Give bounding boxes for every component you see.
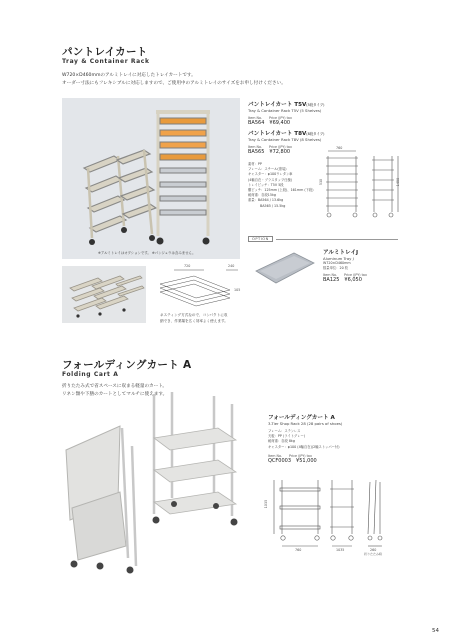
dimension-width: 760 xyxy=(295,548,302,552)
dimension-height: 1450 xyxy=(396,177,401,187)
price-column-header: Price (JPY) tax xyxy=(289,453,312,458)
price-column-header: Price (JPY) tax xyxy=(269,116,292,120)
product-subtitle: Tray & Container Rack T5V (5 Shelves) xyxy=(248,108,322,113)
open-cart-image xyxy=(148,388,244,528)
description-line: リネン類や下膳のカートとしてマルチに使えます。 xyxy=(62,391,168,397)
section-title: パントレイカート xyxy=(62,46,148,58)
folded-cart-illustration xyxy=(60,388,144,576)
spec-line: 重量：BA564 / 13.6kg xyxy=(248,198,284,203)
product-name xyxy=(248,129,325,137)
spec-line: フレーム：スチール(塗装) xyxy=(248,167,287,172)
dimension-height: 1035 xyxy=(264,499,269,509)
item-no-header: Item No. xyxy=(248,116,263,120)
section-title: フォールディングカート A xyxy=(62,359,192,371)
product-t8v xyxy=(248,129,325,155)
option-code: BA125 xyxy=(323,277,340,284)
spec-line: キャスター：φ100 (4輪自在)(2輪ストッパー付) xyxy=(268,444,340,449)
product-name xyxy=(248,100,325,108)
spec-line: 素材：PP xyxy=(248,162,262,166)
option-product xyxy=(323,248,367,283)
spec-line: (4輪自在・ブラスタップ仕様) xyxy=(248,177,293,182)
dimension-width: 760 xyxy=(336,146,343,150)
dimension-folded: 260 xyxy=(370,548,377,552)
price-row xyxy=(323,277,367,283)
aluminum-tray-illustration xyxy=(250,245,318,287)
page-number: 54 xyxy=(432,628,439,634)
tray-cart-drawing xyxy=(318,146,402,224)
technical-drawing-tray-cart xyxy=(318,146,402,224)
tray-carts-illustration xyxy=(62,98,240,259)
product-subtitle: 3-Tier Shop Rack 28 (28 pairs of shoes) xyxy=(268,421,343,426)
folded-cart-image xyxy=(60,388,144,576)
nesting-dim-side: 105 xyxy=(234,288,241,292)
product-code: QCF0003 xyxy=(268,457,292,464)
nested-carts-illustration xyxy=(62,266,146,323)
product-code: BA565 xyxy=(248,149,265,155)
spec-line: 耐荷重：各段 8kg xyxy=(268,439,295,444)
spec-line: 耐荷重：各段15kg xyxy=(248,193,276,198)
description-line: オーダー寸法にもフレキシブルに対応しますので、ご使用中のアルミトレイのサイズをお申し付けください。 xyxy=(62,80,286,86)
product-price: ¥72,800 xyxy=(269,149,291,155)
caption-line: ネスティング方式なので、コンパクトに収 xyxy=(160,313,228,317)
description-line: 折りたたみ式で省スペースに収まる軽量のカート。 xyxy=(62,384,168,389)
spec-line: キャスター：φ100ウレタン車 xyxy=(248,172,293,177)
dimension-depth: 1035 xyxy=(336,548,345,552)
product-name-text: パントレイカート T5V xyxy=(248,102,307,108)
spec-line: 棚ピッチ：125mm (上段)、161mm (下段) xyxy=(248,188,314,193)
section-subtitle: Tray & Container Rack xyxy=(62,58,150,65)
item-no-header: Item No. xyxy=(323,273,338,278)
product-name: フォールディングカート A xyxy=(268,415,335,421)
description-line: W720×D460mmのアルミトレイに対応したトレイカートです。 xyxy=(62,73,196,78)
dimension-depth: 530 xyxy=(319,178,324,186)
technical-drawing-folding-cart xyxy=(264,472,398,556)
price-row xyxy=(248,149,325,155)
product-name-note: (5段タイプ) xyxy=(306,103,325,107)
product-name-text: パントレイカート T8V xyxy=(248,131,307,137)
nesting-dim-offset: 240 xyxy=(228,264,235,268)
option-quantity: 数量単位：20 枚 xyxy=(323,266,349,271)
photo-caption: ※アルミトレイはオプションです。 ※パンジュウは含みません。 xyxy=(98,251,196,255)
open-cart-illustration xyxy=(148,388,244,528)
spec-list xyxy=(248,162,314,209)
product-code: BA564 xyxy=(248,120,265,126)
nested-carts-photo xyxy=(62,266,146,323)
folding-cart-drawing xyxy=(268,472,398,556)
option-size: W720×D460mm xyxy=(323,261,351,265)
section-subtitle: Folding Cart A xyxy=(62,371,119,378)
nesting-diagram xyxy=(154,264,244,308)
option-subtitle: Aluminum Tray J xyxy=(323,256,354,261)
spec-line: フレーム：ステンレス xyxy=(268,429,301,433)
product-price: ¥51,000 xyxy=(296,457,317,464)
option-price: ¥6,050 xyxy=(344,277,362,284)
option-divider xyxy=(276,239,398,240)
spec-line: トレイピッチ：T5V 5段 xyxy=(248,182,284,187)
price-row xyxy=(248,120,325,126)
product-t5v xyxy=(248,100,325,126)
nesting-caption xyxy=(160,313,228,324)
folding-cart-product xyxy=(268,413,342,464)
product-photo-tray-carts xyxy=(62,98,240,259)
price-row xyxy=(268,458,342,464)
product-subtitle: Tray & Container Rack T8V (8 Shelves) xyxy=(248,137,322,142)
option-name: アルミトレイJ xyxy=(323,250,359,256)
option-badge: OPTION xyxy=(248,236,273,242)
nesting-dim-width: 720 xyxy=(184,264,191,268)
caption-line: 納でき、作業場を広く効率よく使えます。 xyxy=(160,318,228,323)
item-no-header: Item No. xyxy=(268,453,283,458)
product-name-note: (8段タイプ) xyxy=(306,132,325,136)
price-column-header: Price (JPY) tax xyxy=(269,145,292,149)
spec-line: BA565 / 15.5kg xyxy=(260,203,286,208)
product-price: ¥69,400 xyxy=(269,120,291,126)
aluminum-tray-image xyxy=(250,245,318,287)
item-no-header: Item No. xyxy=(248,145,263,149)
price-column-header: Price (JPY) tax xyxy=(344,273,367,278)
nesting-drawing xyxy=(154,264,244,308)
section-description xyxy=(62,72,286,87)
folded-note: 折りたたみ時 xyxy=(364,552,383,556)
spec-line: 天板：PP (ライトグレー) xyxy=(268,434,306,439)
